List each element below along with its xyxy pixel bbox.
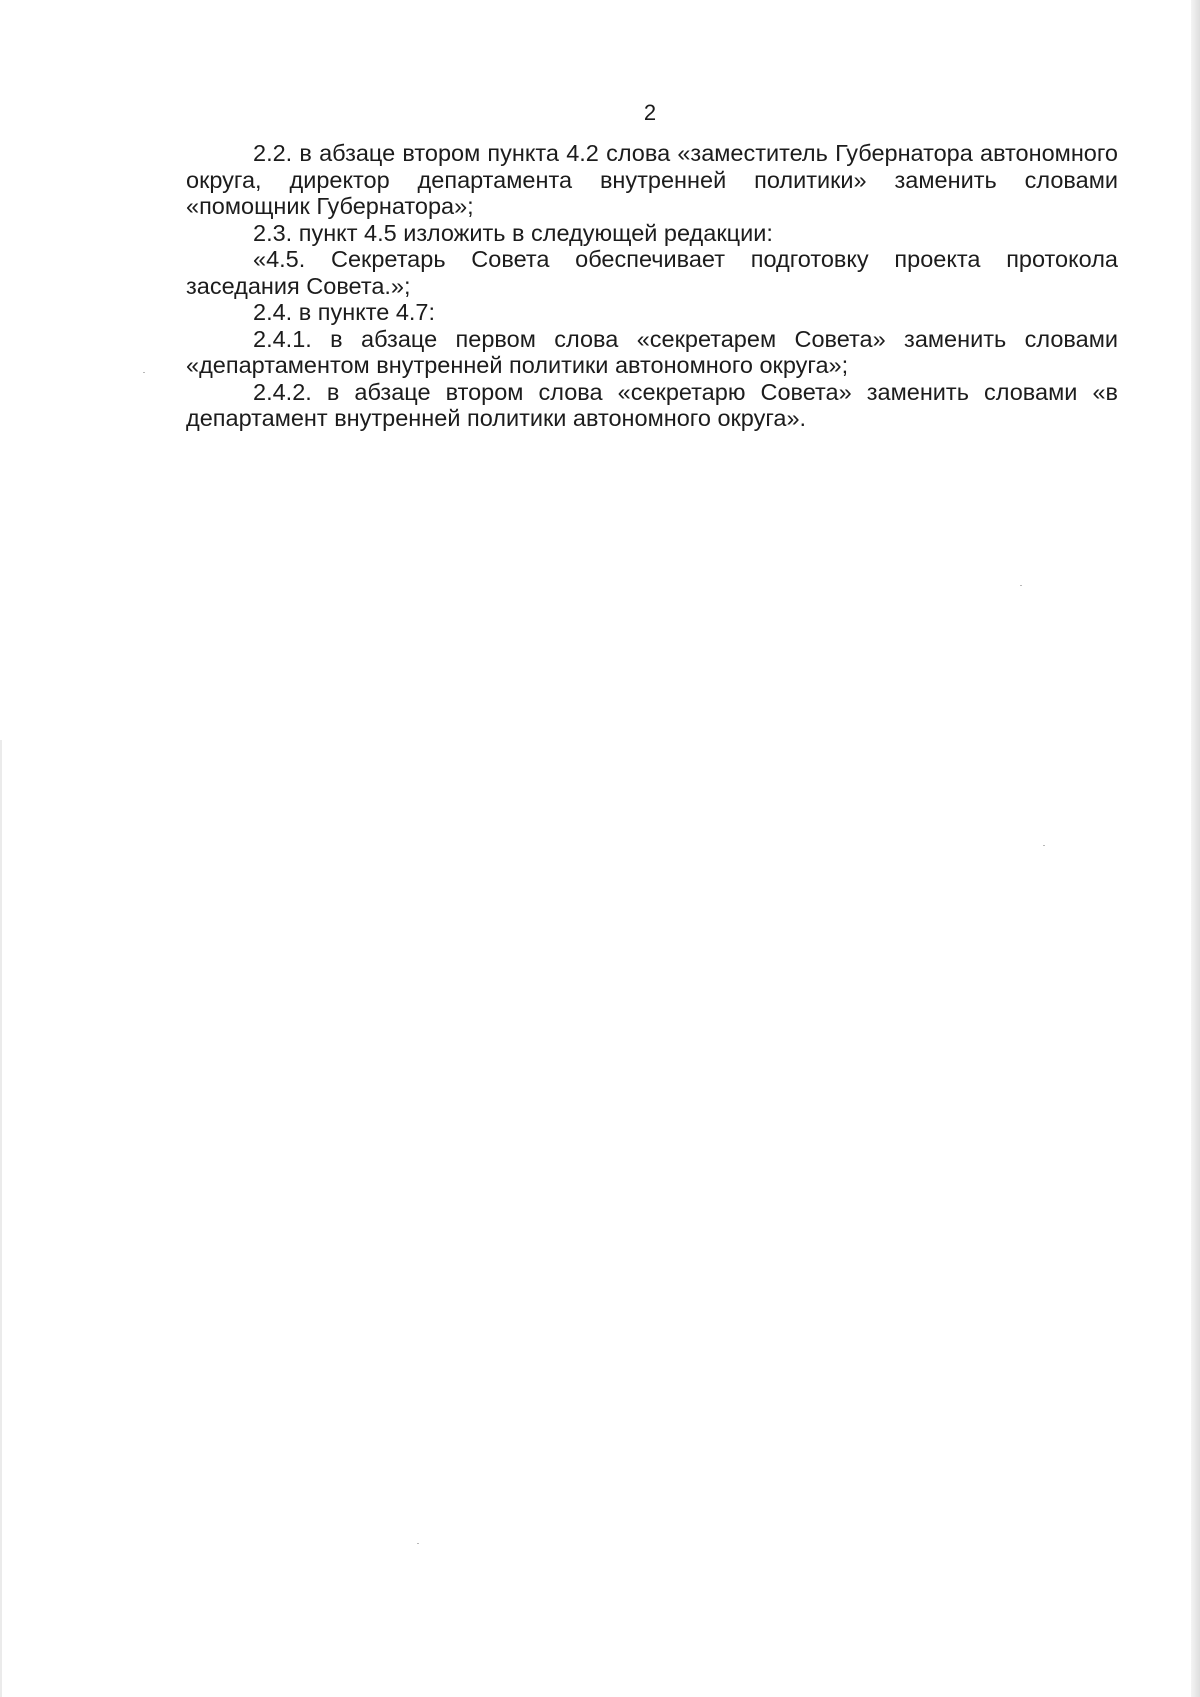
- scan-edge-shadow: [1191, 0, 1200, 1697]
- scan-speck: [1043, 845, 1045, 846]
- paragraph-2-4-2: 2.4.2. в абзаце втором слова «секретарю Совета» заменить словами «в департамент внутренней политики автономного округа».: [186, 378, 1118, 431]
- scan-edge-line: [0, 740, 2, 1697]
- paragraph-4-5-quote: «4.5. Секретарь Совета обеспечивает подготовку проекта протокола заседания Совета.»;: [186, 246, 1118, 299]
- paragraph-2-4-1: 2.4.1. в абзаце первом слова «секретарем Совета» заменить словами «департаментом внутренней политики автономного округа»;: [186, 325, 1118, 378]
- page-number: 2: [643, 100, 657, 125]
- scan-speck: [1020, 585, 1022, 586]
- scan-speck: [143, 372, 145, 373]
- paragraph-2-3: 2.3. пункт 4.5 изложить в следующей редакции:: [253, 219, 773, 246]
- paragraph-2-4: 2.4. в пункте 4.7:: [253, 299, 436, 325]
- document-body: [186, 140, 1118, 432]
- scan-speck: [417, 1543, 419, 1544]
- paragraph-2-2: 2.2. в абзаце втором пункта 4.2 слова «заместитель Губернатора автономного округа, директор департамента внутренней политики» заменить словами «помощник Губернатора»;: [186, 140, 1118, 219]
